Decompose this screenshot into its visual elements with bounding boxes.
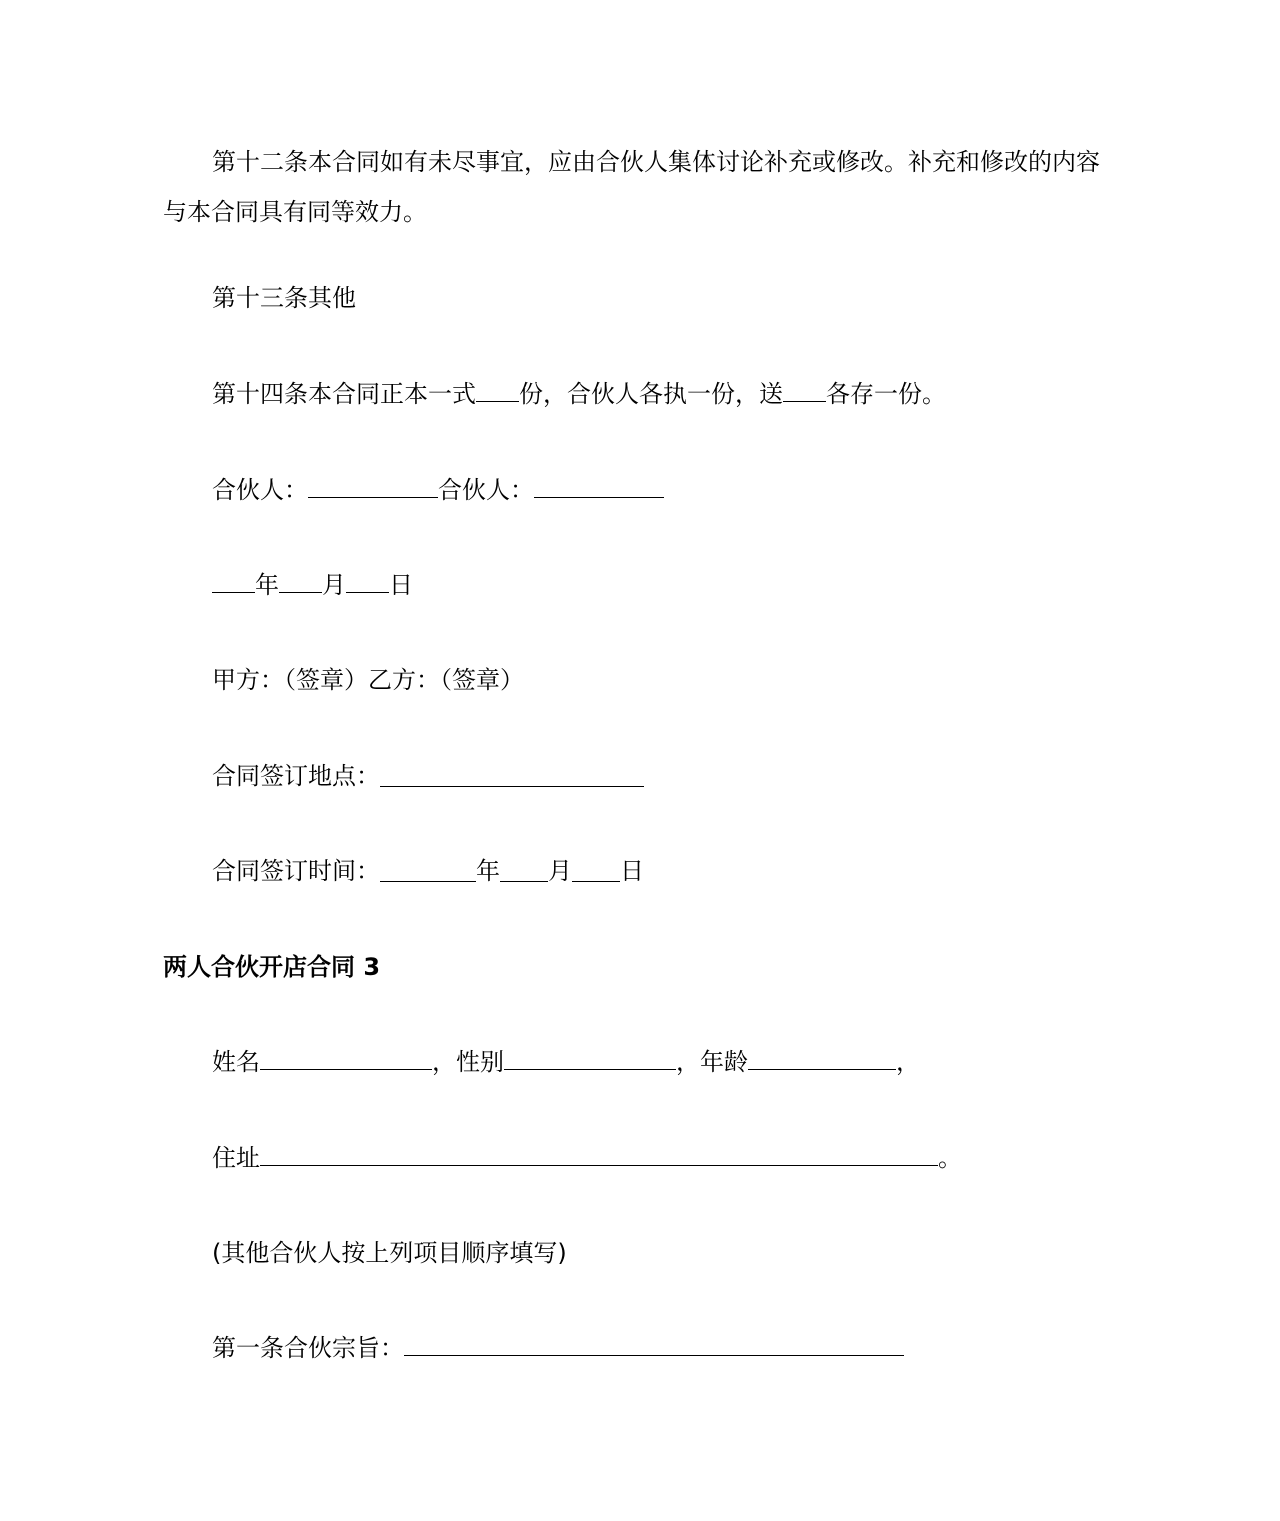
age-blank [748,1047,896,1070]
address-line [212,1143,962,1173]
year-label: 年 [255,571,279,599]
month-blank [279,570,322,593]
day-label: 日 [389,571,413,599]
partner-blank-1 [308,475,438,498]
purpose-blank [404,1333,904,1356]
gender-blank [504,1047,676,1070]
personal-info-line [212,1047,920,1077]
article-1-line [212,1333,904,1363]
note-line: (其他合伙人按上列项目顺序填写) [212,1239,567,1267]
article-14-part2: 份，合伙人各执一份，送 [519,380,783,408]
partner-blank-2 [534,475,664,498]
year-blank [212,570,255,593]
month-label: 月 [322,571,346,599]
name-blank [260,1047,432,1070]
article-14-part1: 第十四条本合同正本一式 [212,380,476,408]
age-label: ，年龄 [676,1048,748,1076]
sign-time-line: 合同签订时间：＿＿＿＿年＿＿月＿＿日 [212,857,644,885]
partner-label-2: 合伙人： [438,476,534,504]
signatures-line: 甲方：（签章）乙方：（签章） [212,666,524,694]
recipient-blank [783,379,826,402]
sign-place-line: 合同签订地点：＿＿＿＿＿＿＿＿＿＿＿ [212,762,644,790]
section-3-title: 两人合伙开店合同 3 [163,953,381,981]
article-12-paragraph: 第十二条本合同如有未尽事宜，应由合伙人集体讨论补充或修改。补充和修改的内容与本合同具有同等效力。 [163,148,1100,226]
day-blank [346,570,389,593]
address-blank [260,1143,938,1166]
address-label: 住址 [212,1144,260,1172]
name-label: 姓名 [212,1048,260,1076]
article-14-part3: 各存一份。 [826,380,946,408]
date-line [212,570,413,600]
article-1-label: 第一条合伙宗旨： [212,1334,404,1362]
copies-blank [476,379,519,402]
article-14-line [212,379,946,409]
article-13-line: 第十三条其他 [212,284,356,312]
gender-label: ，性别 [432,1048,504,1076]
partners-line [212,475,664,505]
partner-label-1: 合伙人： [212,476,308,504]
trailing-comma: ， [896,1048,920,1076]
address-end: 。 [938,1144,962,1172]
